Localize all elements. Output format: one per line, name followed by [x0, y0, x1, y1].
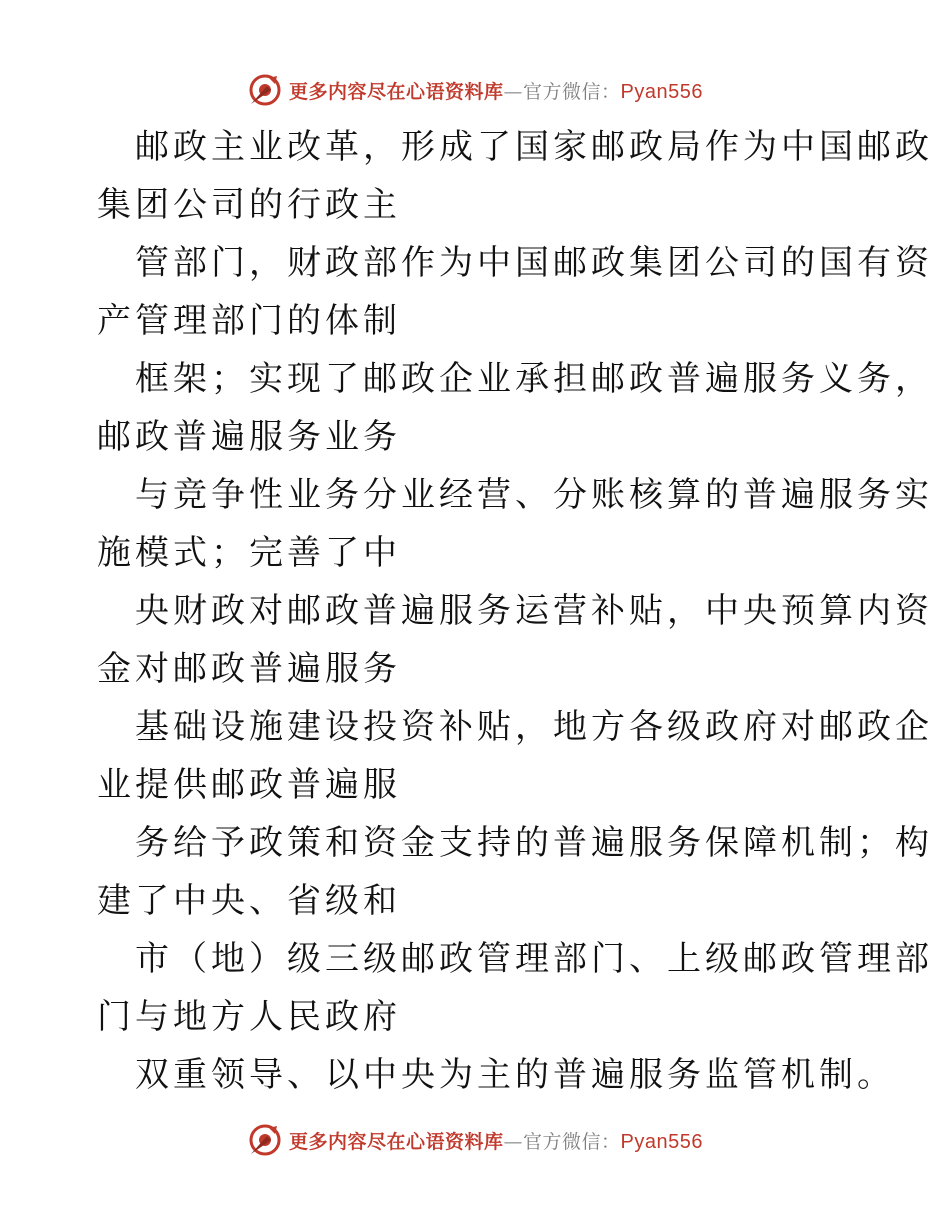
paragraph-6	[97, 698, 933, 814]
paragraph-line: 央财政对邮政普遍服务运营补贴，中央预算内资	[135, 591, 933, 631]
paragraph-line: 框架；实现了邮政企业承担邮政普遍服务义务，	[135, 359, 933, 399]
watermark-site-name: 更多内容尽在心语资料库	[289, 1130, 504, 1153]
watermark-wechat-id: Pyan556	[620, 1130, 703, 1153]
watermark-site-name: 更多内容尽在心语资料库	[289, 80, 504, 103]
paragraph-7	[97, 814, 933, 930]
watermark-dash: —	[503, 1130, 524, 1153]
paragraph-line: 邮政主业改革，形成了国家邮政局作为中国邮政	[135, 127, 933, 167]
paragraph-line: 务给予政策和资金支持的普遍服务保障机制；构	[135, 823, 933, 863]
paragraph-continuation: 建了中央、省级和	[97, 881, 401, 921]
paragraph-line: 市（地）级三级邮政管理部门、上级邮政管理部	[135, 939, 933, 979]
paragraph-4	[97, 466, 933, 582]
paragraph-9	[97, 1046, 895, 1104]
watermark-dash: —	[503, 80, 524, 103]
quill-logo-icon	[247, 72, 283, 108]
paragraph-continuation: 产管理部门的体制	[97, 301, 401, 341]
header-watermark	[0, 70, 950, 110]
paragraph-continuation: 集团公司的行政主	[97, 185, 401, 225]
paragraph-8	[97, 930, 933, 1046]
paragraph-continuation: 施模式；完善了中	[97, 533, 401, 573]
paragraph-line: 管部门，财政部作为中国邮政集团公司的国有资	[135, 243, 933, 283]
paragraph-5	[97, 582, 933, 698]
paragraph-line: 基础设施建设投资补贴，地方各级政府对邮政企	[135, 707, 933, 747]
watermark-official-label: 官方微信：	[523, 80, 621, 103]
watermark-wechat-id: Pyan556	[620, 80, 703, 103]
watermark-official-label: 官方微信：	[523, 1130, 621, 1153]
paragraph-line: 与竞争性业务分业经营、分账核算的普遍服务实	[135, 475, 933, 515]
quill-logo-icon	[247, 1122, 283, 1158]
paragraph-1	[97, 118, 933, 234]
paragraph-line: 双重领导、以中央为主的普遍服务监管机制。	[135, 1055, 895, 1095]
document-body	[97, 118, 933, 1104]
paragraph-continuation: 门与地方人民政府	[97, 997, 401, 1037]
footer-watermark	[0, 1120, 950, 1160]
paragraph-3	[97, 350, 933, 466]
paragraph-continuation: 业提供邮政普遍服	[97, 765, 401, 805]
paragraph-2	[97, 234, 933, 350]
paragraph-continuation: 金对邮政普遍服务	[97, 649, 401, 689]
paragraph-continuation: 邮政普遍服务业务	[97, 417, 401, 457]
